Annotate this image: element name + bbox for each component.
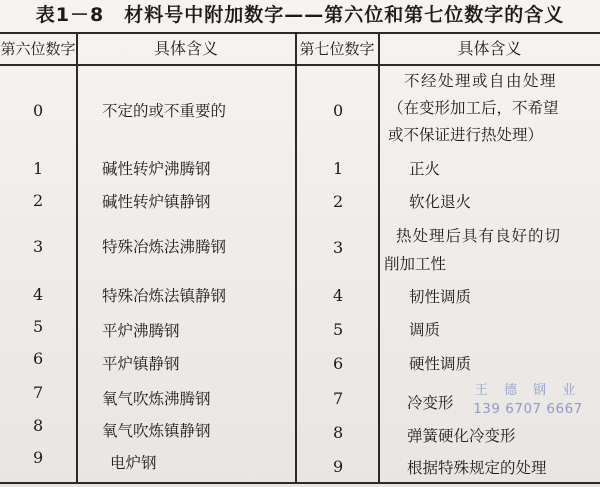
seventh-digit-4: 4 (333, 286, 344, 305)
sixth-meaning-8: 氧气吹炼镇静钢 (102, 422, 211, 440)
sixth-digit-6: 6 (33, 349, 44, 368)
sixth-meaning-7: 氧气吹炼沸腾钢 (102, 390, 211, 408)
seventh-meaning-4: 韧性调质 (409, 288, 472, 306)
column-divider-3 (378, 33, 380, 482)
sixth-meaning-9: 电炉钢 (110, 454, 157, 472)
seventh-meaning-1: 正火 (409, 160, 441, 178)
seventh-meaning-0-line-3: 或不保证进行热处理） (388, 126, 544, 144)
sixth-digit-8: 8 (33, 416, 44, 435)
table-caption: 表1－8 材料号中附加数字——第六位和第七位数字的含义 (35, 4, 565, 26)
sixth-meaning-1: 碱性转炉沸腾钢 (102, 160, 211, 178)
table-top-rule (0, 32, 600, 34)
sixth-digit-3: 3 (33, 237, 44, 256)
seventh-meaning-8: 弹簧硬化冷变形 (407, 427, 516, 445)
sixth-digit-4: 4 (33, 285, 44, 304)
sixth-digit-0: 0 (33, 101, 44, 120)
sixth-meaning-3: 特殊冶炼法沸腾钢 (102, 238, 227, 256)
header-seventh-digit: 第七位数字 (299, 40, 375, 58)
seventh-digit-0: 0 (333, 101, 344, 120)
seventh-meaning-0-line-2: （在变形加工后，不希望 (388, 99, 559, 117)
seventh-digit-2: 2 (333, 192, 344, 211)
header-sixth-meaning: 具体含义 (153, 39, 218, 58)
sixth-digit-1: 1 (33, 159, 44, 178)
seventh-digit-1: 1 (333, 159, 344, 178)
sixth-meaning-4: 特殊冶炼法镇静钢 (102, 287, 227, 305)
table-bottom-rule (0, 482, 600, 484)
seventh-digit-6: 6 (333, 354, 344, 373)
header-sixth-digit: 第六位数字 (0, 40, 76, 58)
sixth-meaning-6: 平炉镇静钢 (102, 355, 180, 373)
seventh-digit-9: 9 (333, 457, 344, 476)
column-divider-2 (295, 33, 297, 482)
sixth-meaning-2: 碱性转炉镇静钢 (102, 193, 211, 211)
seventh-meaning-5: 调质 (409, 321, 441, 339)
watermark (468, 382, 588, 418)
sixth-digit-7: 7 (33, 383, 44, 402)
seventh-digit-7: 7 (333, 389, 344, 408)
seventh-meaning-6: 硬性调质 (409, 355, 472, 373)
watermark-brand: 王 德 钢 业 (474, 383, 582, 398)
seventh-meaning-3-line-1: 热处理后具有良好的切 (396, 227, 562, 245)
seventh-digit-8: 8 (333, 423, 344, 442)
sixth-digit-2: 2 (33, 191, 44, 210)
column-divider-1 (76, 33, 78, 482)
header-bottom-rule (0, 64, 600, 66)
seventh-digit-3: 3 (333, 238, 344, 257)
watermark-phone: 139 6707 6667 (473, 401, 583, 417)
seventh-meaning-0-line-1: 不经处理或自由处理 (404, 72, 558, 90)
sixth-meaning-5: 平炉沸腾钢 (102, 322, 180, 340)
seventh-meaning-9: 根据特殊规定的处理 (407, 459, 547, 477)
sixth-digit-9: 9 (33, 448, 44, 467)
header-seventh-meaning: 具体含义 (457, 39, 522, 58)
seventh-meaning-2: 软化退火 (409, 193, 472, 211)
seventh-meaning-7: 冷变形 (407, 394, 454, 412)
seventh-meaning-3-line-2: 削加工性 (384, 255, 447, 273)
seventh-digit-5: 5 (333, 320, 344, 339)
sixth-digit-5: 5 (33, 317, 44, 336)
sixth-meaning-0: 不定的或不重要的 (102, 102, 227, 120)
